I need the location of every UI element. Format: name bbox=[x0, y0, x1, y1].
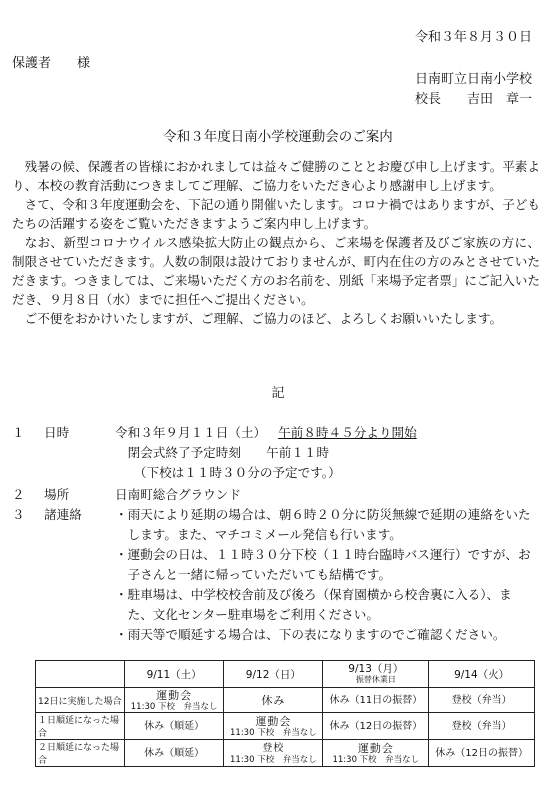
location-text: 日南町総合グラウンド bbox=[115, 487, 241, 502]
table-cell bbox=[429, 740, 535, 767]
cell-sub: 11:30 下校 弁当なし bbox=[230, 754, 317, 765]
cell-main: 休み（11日の振替） bbox=[329, 694, 423, 706]
table-row bbox=[36, 713, 535, 740]
cell-main: 運動会 bbox=[255, 714, 292, 728]
cell-sub: 11:30 下校 弁当なし bbox=[332, 754, 420, 765]
cell-main: 休み（12日の振替） bbox=[435, 747, 528, 759]
row-header: 12日に実施した場合 bbox=[36, 688, 125, 713]
principal-name: 校長 吉田 章一 bbox=[414, 92, 532, 107]
cell-main: 休み（順延） bbox=[144, 720, 205, 732]
item-number: ３ bbox=[12, 507, 25, 522]
notice-bullet: ・雨天等で順延する場合は、下の表になりますのでご確認ください。 bbox=[115, 627, 506, 642]
notice-bullet: ・雨天により延期の場合は、朝６時２０分に防災無線で延期の連絡をいたします。また、マチコミメール発信も行います。 bbox=[115, 507, 531, 542]
table-cell bbox=[323, 688, 429, 713]
column-header: 9/11（土） bbox=[125, 661, 224, 688]
item-number: ２ bbox=[12, 487, 25, 502]
schedule-table bbox=[35, 660, 535, 767]
table-header-row bbox=[36, 661, 535, 688]
column-header-note: 振替休業日 bbox=[355, 675, 396, 684]
item-notices bbox=[0, 505, 556, 655]
closing-time: 閉会式終了予定時刻 午前１１時 bbox=[127, 445, 330, 460]
cell-sub: 11:30 下校 弁当なし bbox=[230, 727, 317, 738]
paragraph: ご不便をおかけいたしますが、ご理解、ご協力のほど、よろしくお願いいたします。 bbox=[24, 311, 503, 326]
cell-main: 登校（弁当） bbox=[451, 694, 512, 706]
table-cell bbox=[323, 713, 429, 740]
recipient: 保護者 様 bbox=[12, 56, 91, 71]
item-location bbox=[0, 485, 556, 505]
event-date: 令和３年９月１１日（土） bbox=[115, 425, 267, 440]
start-time: 午前８時４５分より開始 bbox=[278, 425, 417, 440]
cell-main: 休み（12日の振替） bbox=[329, 720, 423, 732]
table-cell bbox=[429, 688, 535, 713]
table-cell bbox=[125, 688, 224, 713]
table-cell bbox=[224, 713, 323, 740]
dismissal-note: （下校は１１時３０分の予定です。） bbox=[133, 465, 341, 480]
table-corner bbox=[36, 661, 125, 688]
cell-main: 運動会 bbox=[156, 688, 193, 702]
paragraph: なお、新型コロナウイルス感染拡大防止の観点から、ご来場を保護者及びご家族の方に、制限させていただきます。人数の制限は設けておりませんが、町内在住の方のみとさせていただきます。つきましては、ご来場いただく方のお名前を、別紙「来場予定者票」にご記入いただき、９月８日（水）までに担任へご提出ください。 bbox=[12, 235, 540, 307]
cell-main: 運動会 bbox=[357, 741, 394, 755]
document-title: 令和３年度日南小学校運動会のご案内 bbox=[163, 129, 393, 145]
ki-heading: 記 bbox=[271, 386, 285, 401]
paragraph: さて、令和３年度運動会を、下記の通り開催いたします。コロナ禍ではありますが、子どもたちの活躍する姿をご覧いただきますようご案内申し上げます。 bbox=[12, 197, 540, 231]
cell-main: 登校 bbox=[262, 742, 285, 754]
cell-main: 休み bbox=[261, 693, 286, 707]
column-header: 9/14（火） bbox=[429, 661, 535, 688]
letter-date: 令和３年８月３０日 bbox=[414, 30, 532, 45]
table-cell bbox=[224, 740, 323, 767]
row-header: ２日順延になった場合 bbox=[36, 740, 125, 767]
item-label: 諸連絡 bbox=[44, 507, 82, 522]
notice-list bbox=[115, 505, 535, 645]
paragraph: 残暑の候、保護者の皆様におかれましては益々ご健勝のこととお慶び申し上げます。平素より、本校の教育活動につきましてご理解、ご協力をいただき心より感謝申し上げます。 bbox=[12, 159, 540, 193]
table-cell bbox=[429, 713, 535, 740]
item-content bbox=[115, 423, 535, 483]
table-cell bbox=[224, 688, 323, 713]
notice-bullet: ・運動会の日は、１１時３０分下校（１１時台臨時バス運行）ですが、お子さんと一緒に帰っていただいても結構です。 bbox=[115, 547, 531, 582]
letter-body bbox=[12, 157, 540, 328]
column-header: 9/12（日） bbox=[224, 661, 323, 688]
cell-main: 休み（順延） bbox=[144, 747, 205, 759]
notice-bullet: ・駐車場は、中学校校舎前及び後ろ（保育園横から校舎裏に入る）、また、文化センター駐車場をご利用ください。 bbox=[115, 587, 512, 622]
table-cell bbox=[125, 713, 224, 740]
item-datetime bbox=[0, 423, 556, 485]
item-label: 場所 bbox=[44, 487, 70, 502]
table-cell bbox=[323, 740, 429, 767]
table-row bbox=[36, 740, 535, 767]
column-header bbox=[323, 661, 429, 688]
table-cell bbox=[125, 740, 224, 767]
school-name: 日南町立日南小学校 bbox=[414, 72, 532, 87]
cell-main: 登校（弁当） bbox=[451, 720, 512, 732]
column-header-date: 9/13（月） bbox=[348, 663, 404, 675]
cell-sub: 11:30 下校 弁当なし bbox=[130, 701, 218, 712]
item-number: １ bbox=[12, 425, 25, 440]
table-row bbox=[36, 688, 535, 713]
item-label: 日時 bbox=[44, 425, 70, 440]
row-header: １日順延になった場合 bbox=[36, 713, 125, 740]
